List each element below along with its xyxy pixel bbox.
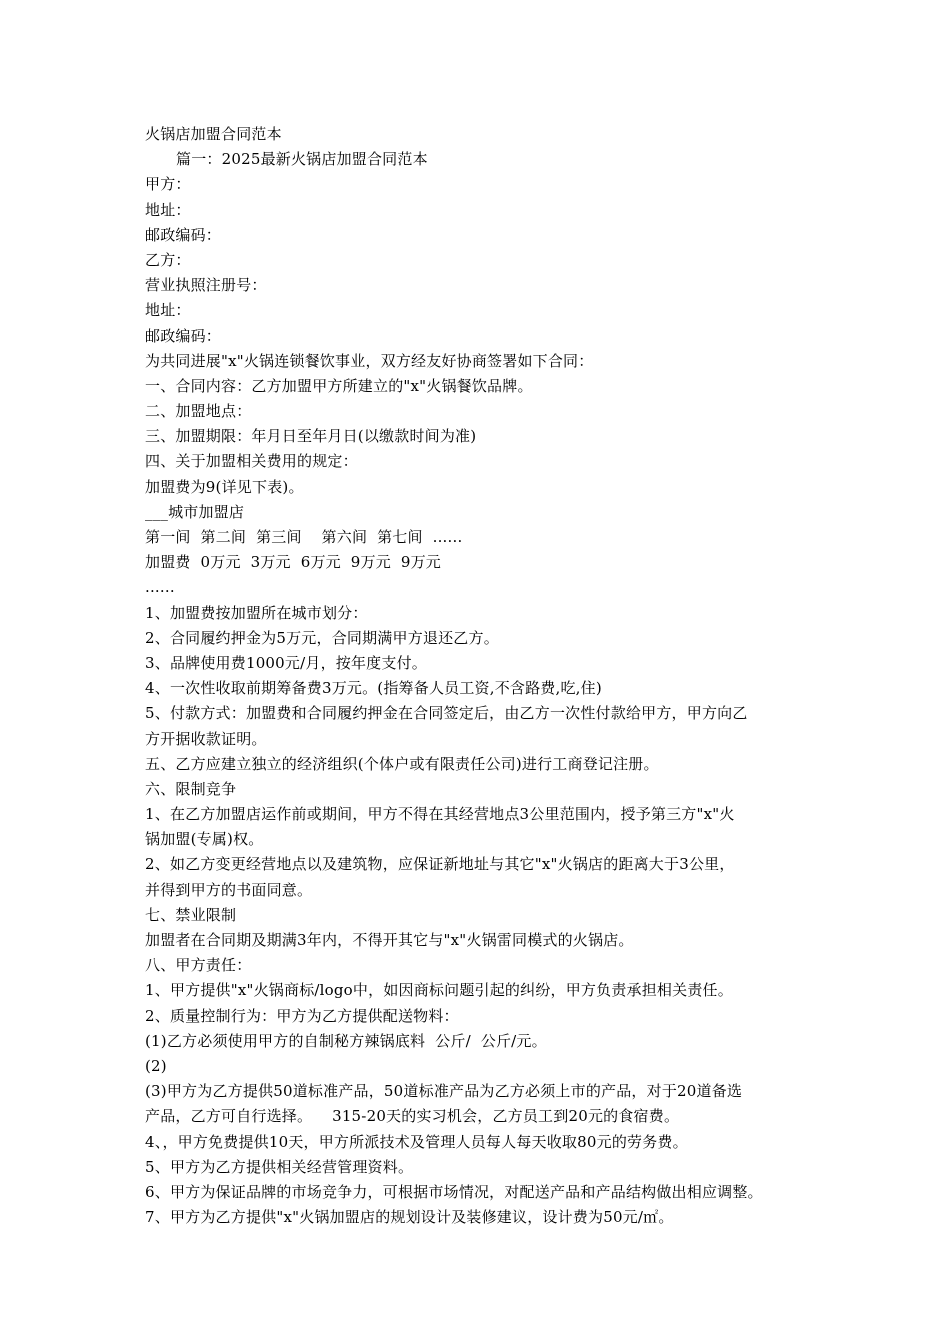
document-line: 4、，甲方免费提供10天，甲方所派技术及管理人员每人每天收取80元的劳务费。 xyxy=(145,1132,688,1151)
document-line: 邮政编码： xyxy=(145,326,222,345)
document-line: 4、一次性收取前期筹备费3万元。(指筹备人员工资,不含路费,吃,住) xyxy=(145,679,602,698)
document-body xyxy=(145,172,825,1230)
document-page xyxy=(145,122,825,1230)
document-line: 2、质量控制行为：甲方为乙方提供配送物料： xyxy=(145,1006,459,1025)
document-line: 四、关于加盟相关费用的规定： xyxy=(145,452,358,471)
document-line: 六、限制竞争 xyxy=(145,779,237,798)
document-line: 2、如乙方变更经营地点以及建筑物，应保证新地址与其它"x"火锅店的距离大于3公里， xyxy=(145,855,735,874)
document-line: 锅加盟(专属)权。 xyxy=(145,830,264,849)
document-line: ...... xyxy=(145,578,175,597)
document-line: 1、加盟费按加盟所在城市划分： xyxy=(145,603,368,622)
document-line: 产品，乙方可自行选择。 315-20天的实习机会，乙方员工到20元的食宿费。 xyxy=(145,1107,680,1126)
document-line: 1、在乙方加盟店运作前或期间，甲方不得在其经营地点3公里范围内，授予第三方"x"火 xyxy=(145,805,735,824)
document-line: (2) xyxy=(145,1056,167,1075)
document-line: (1)乙方必须使用甲方的自制秘方辣锅底料 公斤/ 公斤/元。 xyxy=(145,1031,547,1050)
document-line: 加盟者在合同期及期满3年内，不得开其它与"x"火锅雷同模式的火锅店。 xyxy=(145,931,634,949)
document-line: 并得到甲方的书面同意。 xyxy=(145,880,313,899)
document-line: 乙方： xyxy=(145,250,191,269)
document-line: 七、禁业限制 xyxy=(145,905,237,924)
document-line: 1、甲方提供"x"火锅商标/logo中，如因商标问题引起的纠纷，甲方负责承担相关责任。 xyxy=(145,981,733,1000)
document-line: 第一间 第二间 第三间 第六间 第七间 ...... xyxy=(145,528,463,546)
document-subtitle: 篇一：2025最新火锅店加盟合同范本 xyxy=(176,150,428,169)
document-line: 方开据收款证明。 xyxy=(145,729,267,748)
document-line: 7、甲方为乙方提供"x"火锅加盟店的规划设计及装修建议，设计费为50元/㎡。 xyxy=(145,1208,674,1227)
document-line: 三、加盟期限：年月日至年月日(以缴款时间为准) xyxy=(145,427,477,446)
document-line: 一、合同内容：乙方加盟甲方所建立的"x"火锅餐饮品牌。 xyxy=(145,376,533,395)
document-line: 八、甲方责任： xyxy=(145,956,252,975)
document-line: 5、甲方为乙方提供相关经营管理资料。 xyxy=(145,1157,414,1176)
document-line: 为共同进展"x"火锅连锁餐饮事业，双方经友好协商签署如下合同： xyxy=(145,351,594,370)
document-line: 6、甲方为保证品牌的市场竞争力，可根据市场情况，对配送产品和产品结构做出相应调整。 xyxy=(145,1182,763,1201)
document-line: ___城市加盟店 xyxy=(145,502,245,521)
document-line: 加盟费 0万元 3万元 6万元 9万元 9万元 xyxy=(145,553,441,572)
document-line: 邮政编码： xyxy=(145,225,222,244)
document-line: 二、加盟地点： xyxy=(145,402,252,421)
document-line: 地址： xyxy=(145,200,191,219)
document-line: (3)甲方为乙方提供50道标准产品，50道标准产品为乙方必须上市的产品，对于20道备选 xyxy=(145,1082,743,1101)
document-line: 甲方： xyxy=(145,175,191,194)
document-title: 火锅店加盟合同范本 xyxy=(145,125,282,143)
document-line: 营业执照注册号： xyxy=(145,276,267,295)
document-line: 2、合同履约押金为5万元，合同期满甲方退还乙方。 xyxy=(145,628,499,647)
document-line: 加盟费为9(详见下表)。 xyxy=(145,477,304,496)
document-line: 3、品牌使用费1000元/月，按年度支付。 xyxy=(145,653,427,672)
document-line: 五、乙方应建立独立的经济组织(个体户或有限责任公司)进行工商登记注册。 xyxy=(145,754,659,773)
document-line: 5、付款方式：加盟费和合同履约押金在合同签定后，由乙方一次性付款给甲方，甲方向乙 xyxy=(145,704,748,723)
document-line: 地址： xyxy=(145,301,191,320)
